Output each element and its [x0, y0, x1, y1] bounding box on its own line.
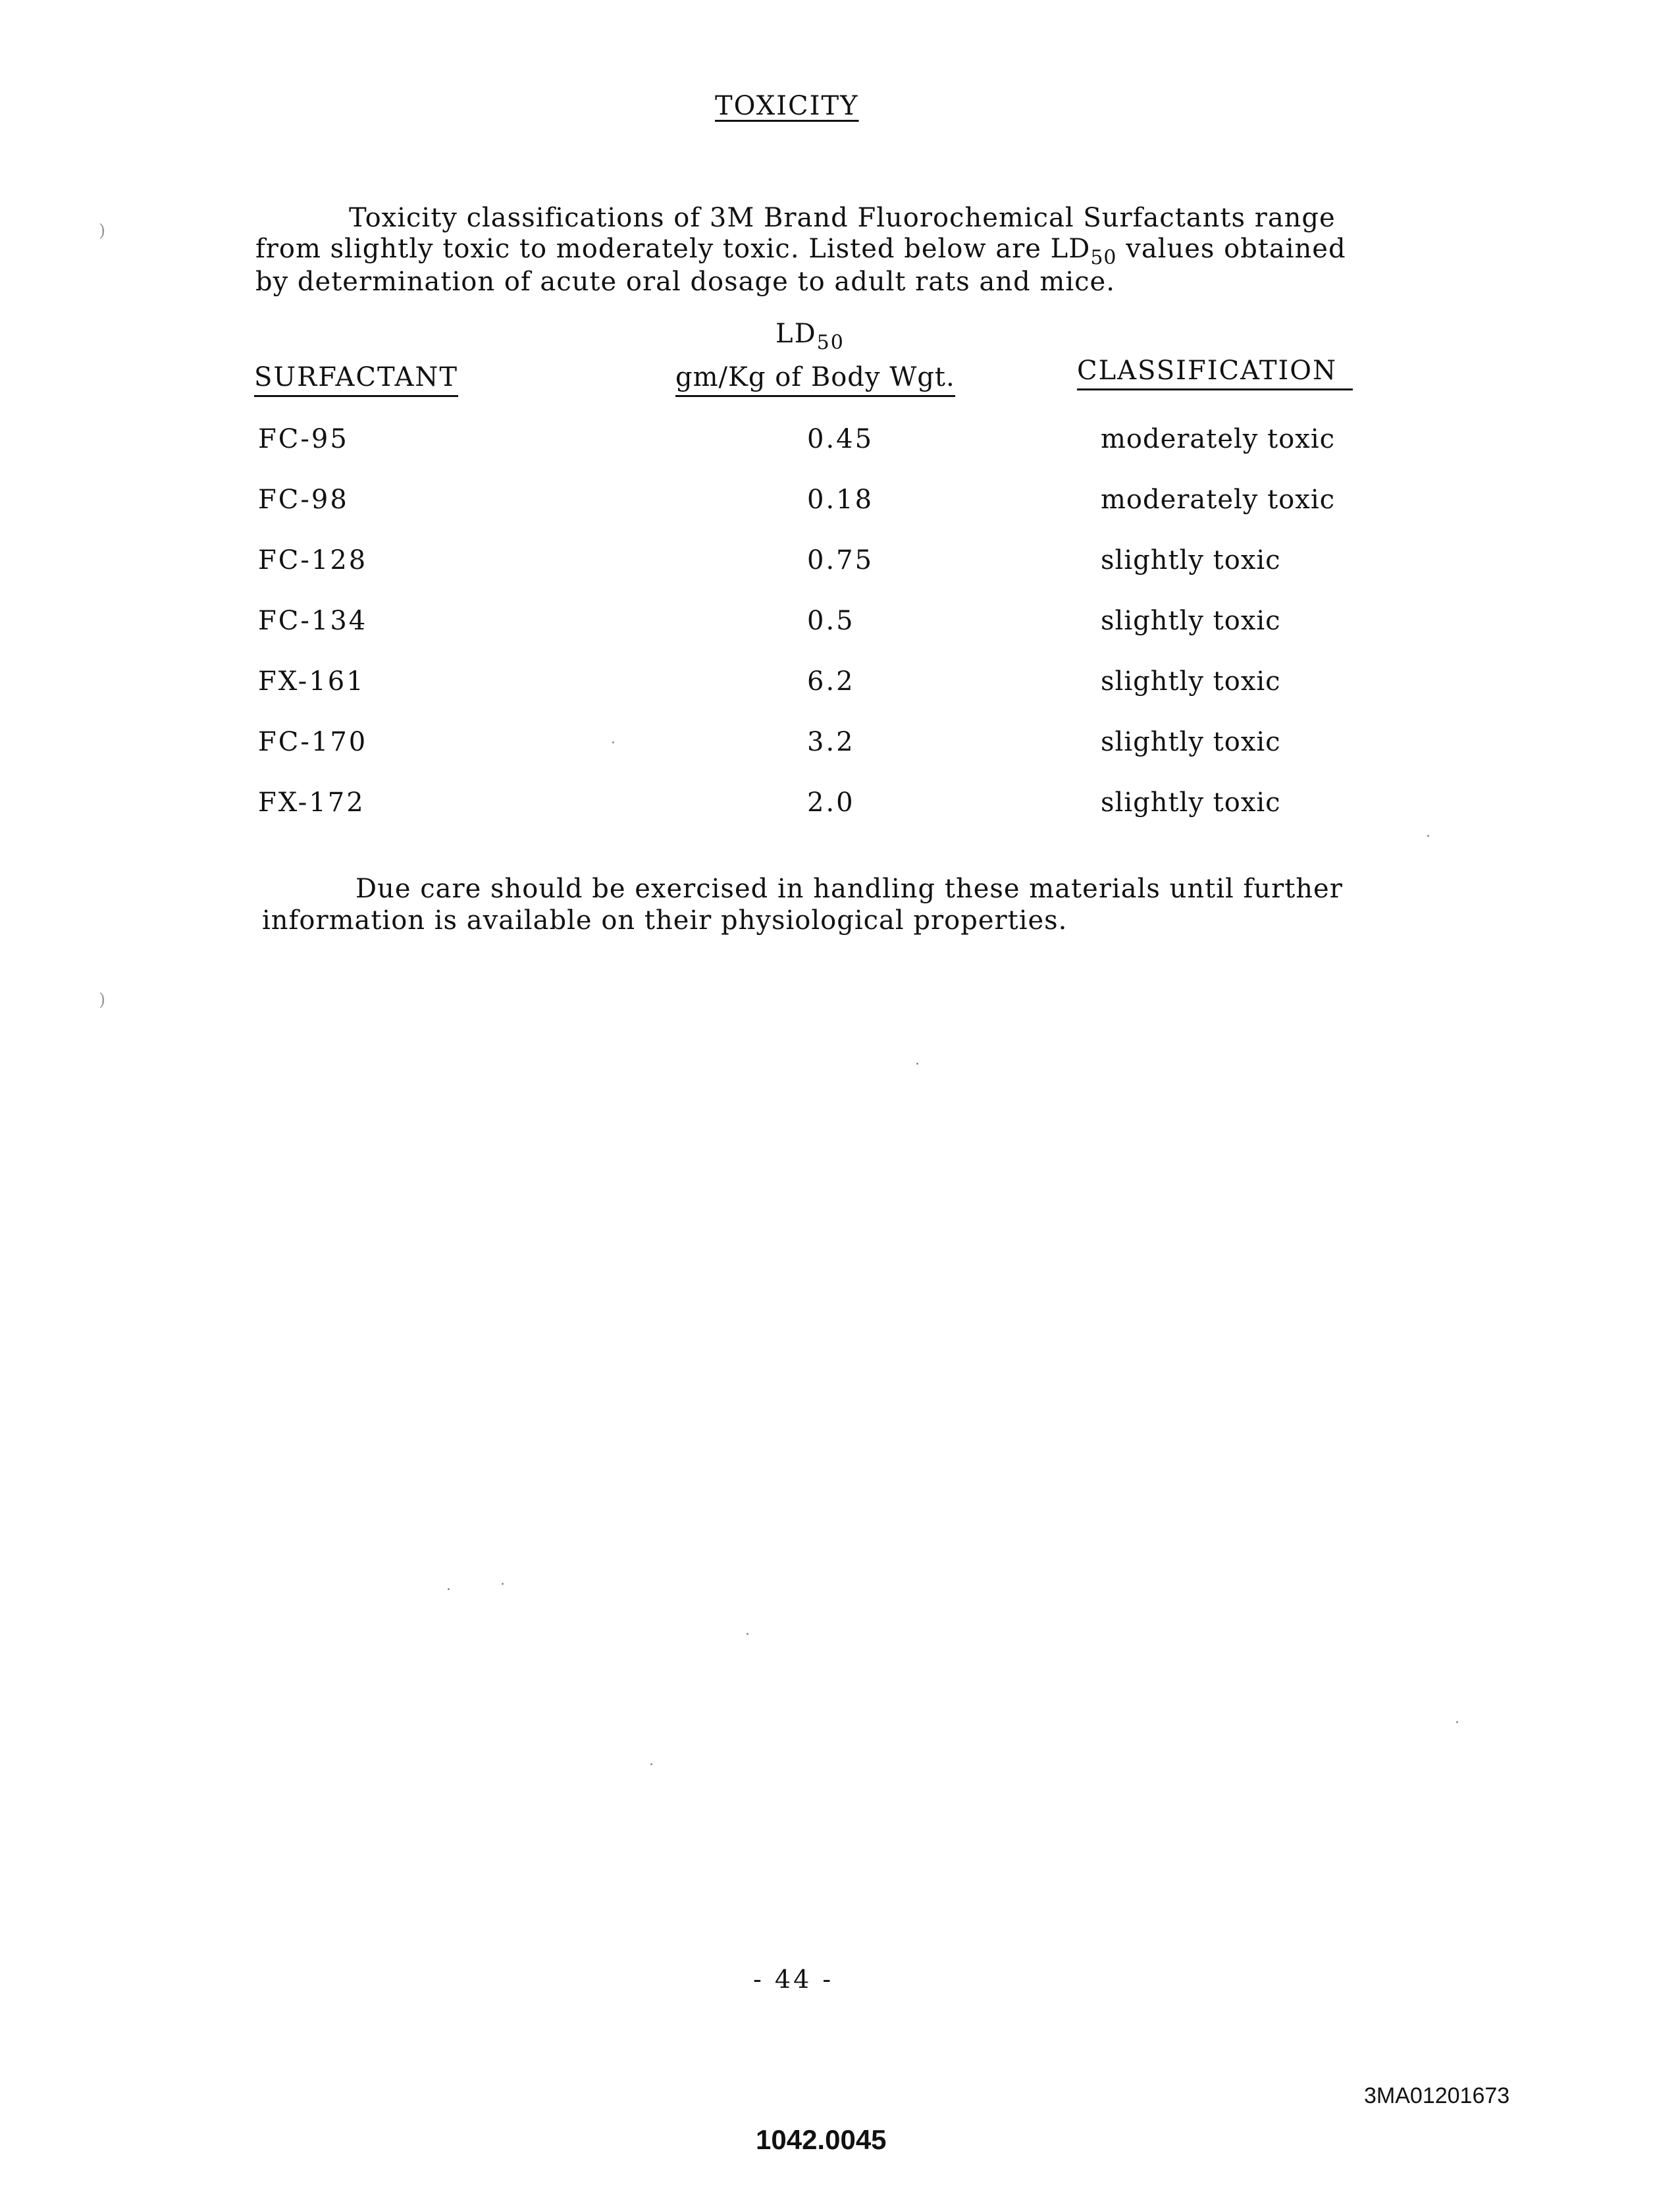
- classification-value: moderately toxic: [1101, 485, 1336, 515]
- page-title: TOXICITY: [715, 91, 859, 121]
- scan-speck: [916, 1063, 918, 1065]
- document-code: 3MA01201673: [1364, 2083, 1510, 2108]
- header-ld50: [775, 319, 845, 354]
- scan-speck: [747, 1633, 748, 1635]
- margin-mark: ): [99, 990, 106, 1010]
- margin-mark: ): [99, 221, 106, 241]
- ld50-value: 0.5: [807, 606, 855, 636]
- classification-value: moderately toxic: [1101, 424, 1336, 454]
- intro-paragraph: [255, 203, 1348, 298]
- table-row: [0, 545, 1680, 585]
- header-surfactant: SURFACTANT: [254, 362, 458, 397]
- table-row: [0, 787, 1680, 827]
- surfactant-name: FC-170: [258, 727, 368, 757]
- page-number: - 44 -: [753, 1965, 834, 1994]
- classification-value: slightly toxic: [1101, 787, 1281, 818]
- header-ld-main: LD: [775, 319, 817, 349]
- ld50-value: 0.45: [807, 424, 874, 454]
- surfactant-name: FC-128: [258, 545, 368, 575]
- classification-value: slightly toxic: [1101, 666, 1281, 697]
- surfactant-name: FX-161: [258, 666, 365, 697]
- surfactant-name: FX-172: [258, 787, 365, 818]
- surfactant-name: FC-95: [258, 424, 349, 454]
- ld50-value: 0.18: [807, 485, 874, 515]
- intro-text-start: Toxicity classifications of 3M Brand Fluorochemical Surfactants range from slightly toxic to moderately toxic. Listed below are LD: [255, 203, 1336, 264]
- intro-ld-subscript: 50: [1090, 246, 1117, 269]
- table-row: [0, 485, 1680, 524]
- ld50-value: 3.2: [807, 727, 855, 757]
- scan-speck: [1427, 835, 1429, 837]
- scan-speck: [612, 741, 614, 743]
- ld50-value: 0.75: [807, 545, 874, 575]
- surfactant-name: FC-98: [258, 485, 349, 515]
- header-ld-subscript: 50: [816, 331, 845, 354]
- scan-speck: [502, 1583, 504, 1585]
- scan-speck: [650, 1763, 652, 1765]
- intro-text-end: values obtained by determination of acute oral dosage to adult rats and mice.: [255, 234, 1346, 297]
- scan-speck: [1456, 1721, 1458, 1723]
- ld50-value: 2.0: [807, 787, 855, 818]
- closing-text: Due care should be exercised in handling these materials until further information is available on their physiological properties.: [262, 874, 1343, 936]
- closing-paragraph: [262, 873, 1348, 936]
- table-row: [0, 666, 1680, 706]
- ld50-value: 6.2: [807, 666, 855, 697]
- table-row: [0, 727, 1680, 766]
- header-ld-unit: gm/Kg of Body Wgt.: [675, 362, 955, 397]
- table-row: [0, 424, 1680, 464]
- table-row: [0, 606, 1680, 645]
- header-classification: CLASSIFICATION: [1077, 356, 1353, 390]
- surfactant-name: FC-134: [258, 606, 368, 636]
- bates-number: 1042.0045: [756, 2124, 887, 2155]
- classification-value: slightly toxic: [1101, 606, 1281, 636]
- classification-value: slightly toxic: [1101, 545, 1281, 575]
- classification-value: slightly toxic: [1101, 727, 1281, 757]
- scan-speck: [448, 1588, 450, 1590]
